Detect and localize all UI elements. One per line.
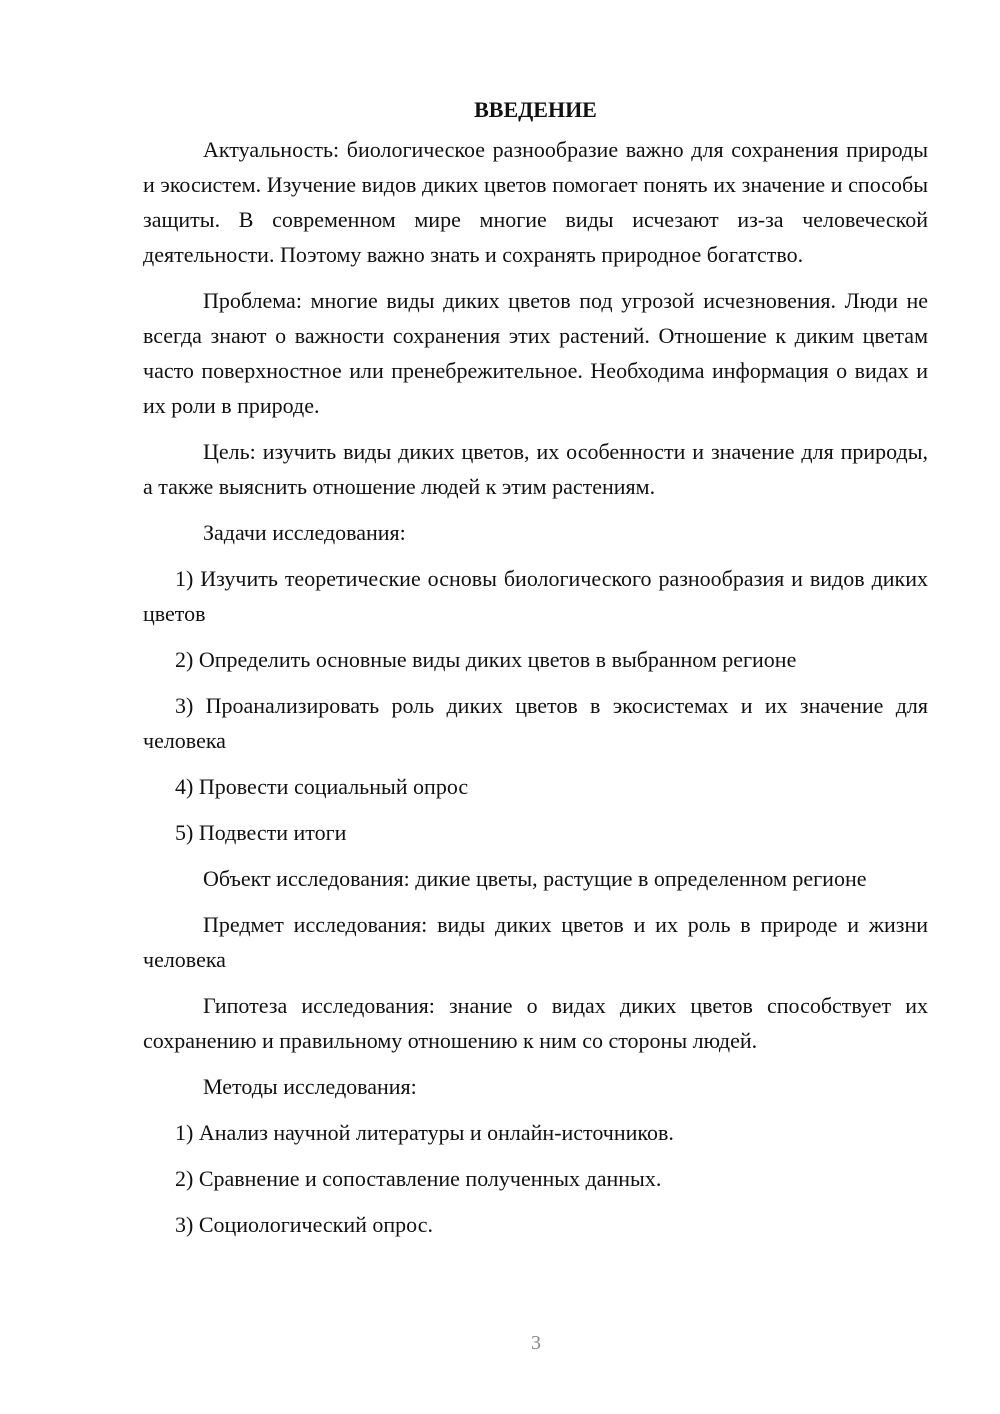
relevance-paragraph: Актуальность: биологическое разнообразие важно для сохранения природы и экосистем. Изучение видов диких цветов помогает понять их значение и способы защиты. В современном мире многие виды исчезают из-за человеческой деятельности. Поэтому важно знать и сохранять природное богатство. <box>143 137 928 267</box>
method-item: 1) Анализ научной литературы и онлайн-источников. <box>175 1120 674 1145</box>
method-item: 3) Социологический опрос. <box>175 1212 433 1237</box>
subject-paragraph: Предмет исследования: виды диких цветов и их роль в природе и жизни человека <box>143 912 928 972</box>
object-paragraph: Объект исследования: дикие цветы, растущие в определенном регионе <box>203 866 867 891</box>
page-title: ВВЕДЕНИЕ <box>474 97 597 122</box>
task-item: 4) Провести социальный опрос <box>175 774 469 799</box>
page-number: 3 <box>531 1332 541 1354</box>
document-page <box>143 92 928 1253</box>
methods-heading: Методы исследования: <box>203 1074 417 1099</box>
task-item: 1) Изучить теоретические основы биологического разнообразия и видов диких цветов <box>143 566 928 626</box>
method-item: 2) Сравнение и сопоставление полученных данных. <box>175 1166 662 1191</box>
task-item: 3) Проанализировать роль диких цветов в экосистемах и их значение для человека <box>143 693 928 753</box>
hypothesis-paragraph: Гипотеза исследования: знание о видах диких цветов способствует их сохранению и правильному отношению к ним со стороны людей. <box>143 993 928 1053</box>
goal-paragraph: Цель: изучить виды диких цветов, их особенности и значение для природы, а также выяснить отношение людей к этим растениям. <box>143 439 928 499</box>
task-item: 5) Подвести итоги <box>175 820 347 845</box>
task-item: 2) Определить основные виды диких цветов в выбранном регионе <box>175 647 797 672</box>
tasks-heading: Задачи исследования: <box>203 520 406 545</box>
problem-paragraph: Проблема: многие виды диких цветов под угрозой исчезновения. Люди не всегда знают о важности сохранения этих растений. Отношение к диким цветам часто поверхностное или пренебрежительное. Необходима информация о видах и их роли в природе. <box>143 288 928 418</box>
